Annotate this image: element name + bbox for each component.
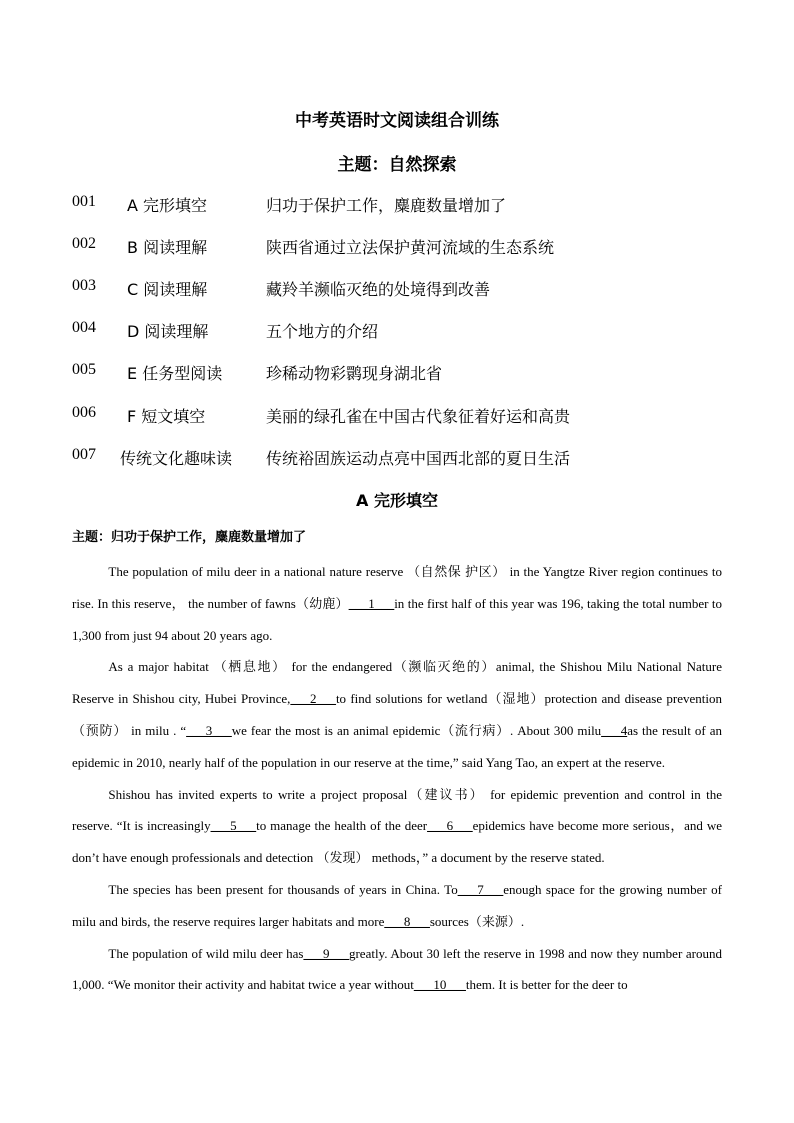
toc-description: 传统裕固族运动点亮中国西北部的夏日生活 (266, 449, 571, 468)
toc-number: 005 (72, 361, 96, 378)
toc-description: 五个地方的介绍 (266, 322, 379, 341)
paragraph (72, 874, 722, 938)
text-run: The species has been present for thousands of years in China. To (108, 881, 458, 897)
blank-2: ___2___ (290, 691, 336, 707)
toc-section: A 完形填空 (127, 196, 208, 215)
page-title: 中考英语时文阅读组合训练 (295, 111, 499, 131)
toc-item (72, 235, 772, 261)
text-run: in the first half of this year was 196, taking the total number to 1,300 from just 94 about 20 years ago. (72, 595, 722, 643)
text-run: to manage the health of the deer (256, 818, 428, 834)
toc-item (72, 277, 772, 303)
toc-section: C 阅读理解 (127, 280, 208, 299)
text-run: The population of milu deer in a national nature reserve （自然保 护区） in the Yangtze River region continues to rise. In this reserve， the number of fawns（幼鹿） (72, 564, 722, 611)
blank-7: ___7___ (457, 881, 504, 897)
text-run: The population of wild milu deer has (108, 945, 304, 961)
toc-section: 传统文化趣味读 (120, 449, 233, 468)
text-run: them. It is better for the deer to (465, 977, 628, 993)
section-topic: 主题：归功于保护工作，麋鹿数量增加了 (72, 530, 307, 545)
toc-number: 006 (72, 404, 96, 421)
blank-3: ___3___ (186, 722, 232, 738)
text-run: we fear the most is an animal epidemic（流行病）. About 300 milu (231, 722, 602, 738)
page-subtitle: 主题：自然探索 (337, 155, 457, 175)
toc-item (72, 319, 772, 345)
toc-section: F 短文填空 (127, 407, 206, 426)
blank-5: ___5___ (210, 818, 257, 834)
toc-number: 002 (72, 235, 96, 252)
text-run: to find solutions for wetland（湿地）protection and disease prevention （预防） in milu . “ (72, 691, 722, 738)
toc-description: 美丽的绿孔雀在中国古代象征着好运和高贵 (266, 407, 571, 426)
toc-description: 珍稀动物彩鹮现身湖北省 (266, 364, 443, 383)
text-run: As a major habitat （栖息地） for the endangered（濒临灭绝的）animal, the Shishou Milu National Nature Reserve in Shishou city, Hubei Province, (72, 659, 722, 707)
toc-item (72, 404, 772, 430)
toc-section: E 任务型阅读 (127, 364, 223, 383)
text-run: epidemics have become more serious，and we don’t have enough professionals and detection （发现） methods，” a document by the reserve stated. (72, 818, 722, 866)
blank-4: ___4 (601, 722, 628, 738)
paragraph (72, 938, 722, 1002)
blank-8: ___8___ (384, 913, 430, 929)
paragraph (72, 779, 722, 874)
blank-9: ___9___ (303, 945, 349, 961)
text-run: greatly. About 30 left the reserve in 1998 and now they number around 1,000. “We monitor their activity and habitat twice a year without (72, 945, 722, 993)
text-run: sources（来源）. (429, 913, 525, 929)
text-run: Shishou has invited experts to write a project proposal（建议书） for epidemic prevention and control in the reserve. “It is increasingly (72, 786, 722, 834)
blank-10: ___10___ (413, 977, 466, 993)
toc-item (72, 193, 772, 219)
toc-item (72, 446, 772, 472)
section-heading: A 完形填空 (356, 491, 438, 510)
toc-section: D 阅读理解 (127, 322, 209, 341)
blank-1: ___1___ (348, 595, 395, 611)
toc-description: 归功于保护工作，麋鹿数量增加了 (266, 196, 507, 215)
paragraph (72, 651, 722, 778)
toc-section: B 阅读理解 (127, 238, 208, 257)
blank-6: ___6___ (427, 818, 473, 834)
toc-description: 陕西省通过立法保护黄河流域的生态系统 (266, 238, 555, 257)
toc-number: 004 (72, 319, 96, 336)
toc-item (72, 361, 772, 387)
toc-number: 001 (72, 193, 96, 210)
paragraph (72, 556, 722, 651)
toc-number: 007 (72, 446, 96, 463)
text-run: as the result of an epidemic in 2010, nearly half of the population in our reserve at the time,” said Yang Tao, an expert at the reserve. (72, 722, 722, 770)
toc-description: 藏羚羊濒临灭绝的处境得到改善 (266, 280, 491, 299)
text-run: enough space for the growing number of milu and birds, the reserve requires larger habitats and more (72, 881, 722, 929)
toc-number: 003 (72, 277, 96, 294)
passage (72, 556, 722, 1001)
